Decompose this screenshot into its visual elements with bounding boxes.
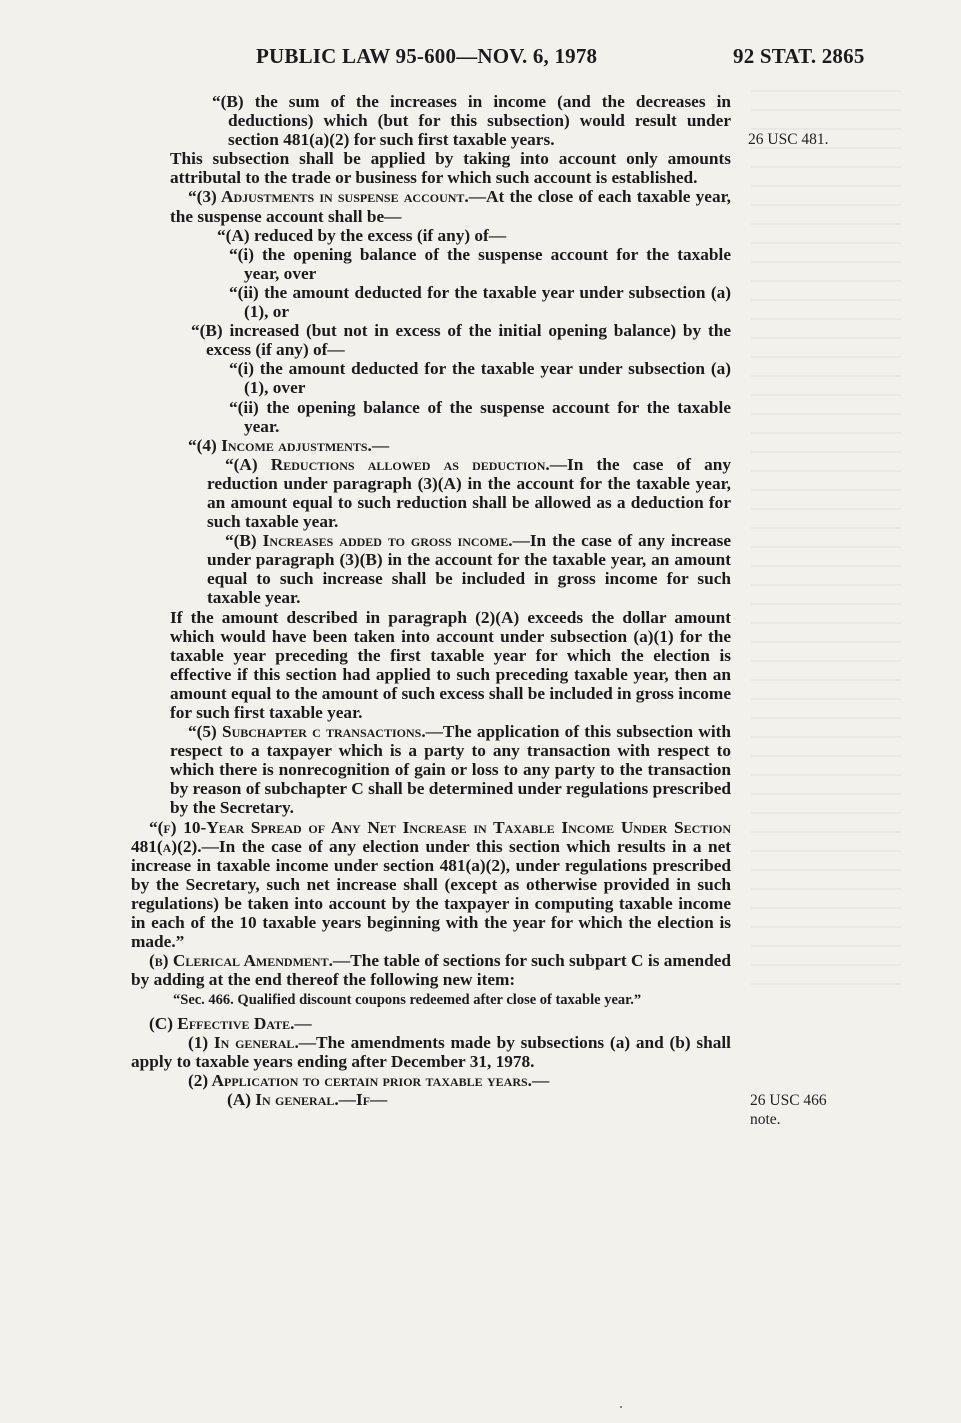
paragraph-4-b [131, 531, 731, 607]
paragraph-3-a-i: “(i) the opening balance of the suspense account for the taxable year, over [229, 244, 731, 283]
paragraph-4-heading: “(4) Income adjustments.— [188, 435, 390, 455]
excess-paragraph: If the amount described in paragraph (2)(A) exceeds the dollar amount which would have been taken into account under subsection (a)(1) for the taxable year preceding the first taxable year for which the election is effective if this section had applied to such preceding taxable year, then an amount equal to the amount of such excess shall be included in gross income for such first taxable year. [170, 607, 731, 722]
paragraph-4-b-text: —In the case of any increase under paragraph (3)(B) in the account for the taxable year, an amount equal to such increase shall be included in gross income for such taxable year. [207, 531, 731, 608]
prior-years-heading: (2) Application to certain prior taxable years.— [188, 1070, 550, 1090]
page-header-stat: 92 STAT. 2865 [733, 44, 865, 68]
new-table-item: “Sec. 466. Qualified discount coupons redeemed after close of taxable year.” [173, 992, 642, 1009]
page-header [0, 44, 961, 70]
paragraph-5-heading: “(5) Subchapter c transactions. [188, 722, 426, 742]
paragraph-4-a [131, 455, 731, 531]
prior-years-a: (A) In general.—If— [227, 1089, 388, 1109]
paragraph-3-b-ii: “(ii) the opening balance of the suspense account for the taxable year. [229, 397, 731, 436]
in-general-paragraph [131, 1033, 731, 1071]
margin-note-usc-466-line2: note. [750, 1111, 781, 1128]
margin-note-usc-466-line1: 26 USC 466 [750, 1092, 827, 1109]
paragraph-3 [131, 187, 731, 225]
subsection-f [131, 818, 731, 952]
paragraph-5 [131, 722, 731, 817]
subsection-f-text: —In the case of any election under this section which results in a net increase in taxable income under section 481(a)(2), under regulations prescribed by the Secretary, such net increase shall (except as otherwise provided in such regulations) be taken into account by the taxpayer in computing taxable income in each of the 10 taxable years beginning with the year for which the election is made.” [131, 836, 731, 952]
paragraph-4-a-text: —In the case of any reduction under paragraph (3)(A) in the account for the taxable year, an amount equal to such reduction shall be allowed as a deduction for such taxable year. [207, 454, 731, 532]
show-through-texture [751, 90, 901, 990]
margin-note-usc-481: 26 USC 481. [748, 131, 829, 148]
page-header-title: PUBLIC LAW 95-600—NOV. 6, 1978 [256, 44, 598, 68]
in-general-text: —The amendments made by subsections (a) and (b) shall apply to taxable years ending after December 31, 1978. [131, 1032, 731, 1071]
in-general-heading: (1) In general. [188, 1032, 299, 1052]
clause-b: “(B) the sum of the increases in income (and the decreases in deductions) which (but for this subsection) would result under section 481(a)(2) for such first taxable years. [212, 92, 731, 150]
subsection-f-heading: “(f) 10-Year Spread of Any Net Increase in Taxable Income Under Section 481(a)(2). [131, 817, 731, 856]
paragraph-4-a-heading: “(A) Reductions allowed as deduction. [225, 454, 550, 474]
clerical-amendment-heading: (b) Clerical Amendment. [149, 951, 333, 971]
paragraph-3-b-i: “(i) the amount deducted for the taxable year under subsection (a)(1), over [229, 359, 731, 398]
paragraph-3-a-ii: “(ii) the amount deducted for the taxable year under subsection (a)(1), or [229, 282, 731, 322]
paragraph-3-heading: “(3) Adjustments in suspense account. [188, 187, 469, 207]
clerical-amendment-text: —The table of sections for such subpart C is amended by adding at the end thereof the following new item: [131, 951, 731, 990]
paragraph-3-b: “(B) increased (but not in excess of the initial opening balance) by the excess (if any) of— [191, 321, 731, 360]
paragraph-3-text: —At the close of each taxable year, the suspense account shall be— [170, 187, 731, 226]
paragraph-4-b-heading: “(B) Increases added to gross income. [225, 531, 513, 551]
paragraph-3-a: “(A) reduced by the excess (if any) of— [217, 225, 507, 245]
paragraph-5-text: —The application of this subsection with respect to a taxpayer which is a party to any transaction with respect to which there is nonrecognition of gain or loss to any party to the transaction by reason of subchapter C shall be determined under regulations prescribed by the Secretary. [170, 722, 731, 818]
application-paragraph: This subsection shall be applied by taking into account only amounts attributal to the trade or business for which such account is established. [170, 149, 731, 188]
statute-body [131, 92, 731, 1109]
scan-speck [620, 1406, 622, 1408]
effective-date-heading: (C) Effective Date.— [149, 1013, 312, 1033]
margin-note-usc-466 [750, 1091, 827, 1129]
clerical-amendment [131, 951, 731, 989]
